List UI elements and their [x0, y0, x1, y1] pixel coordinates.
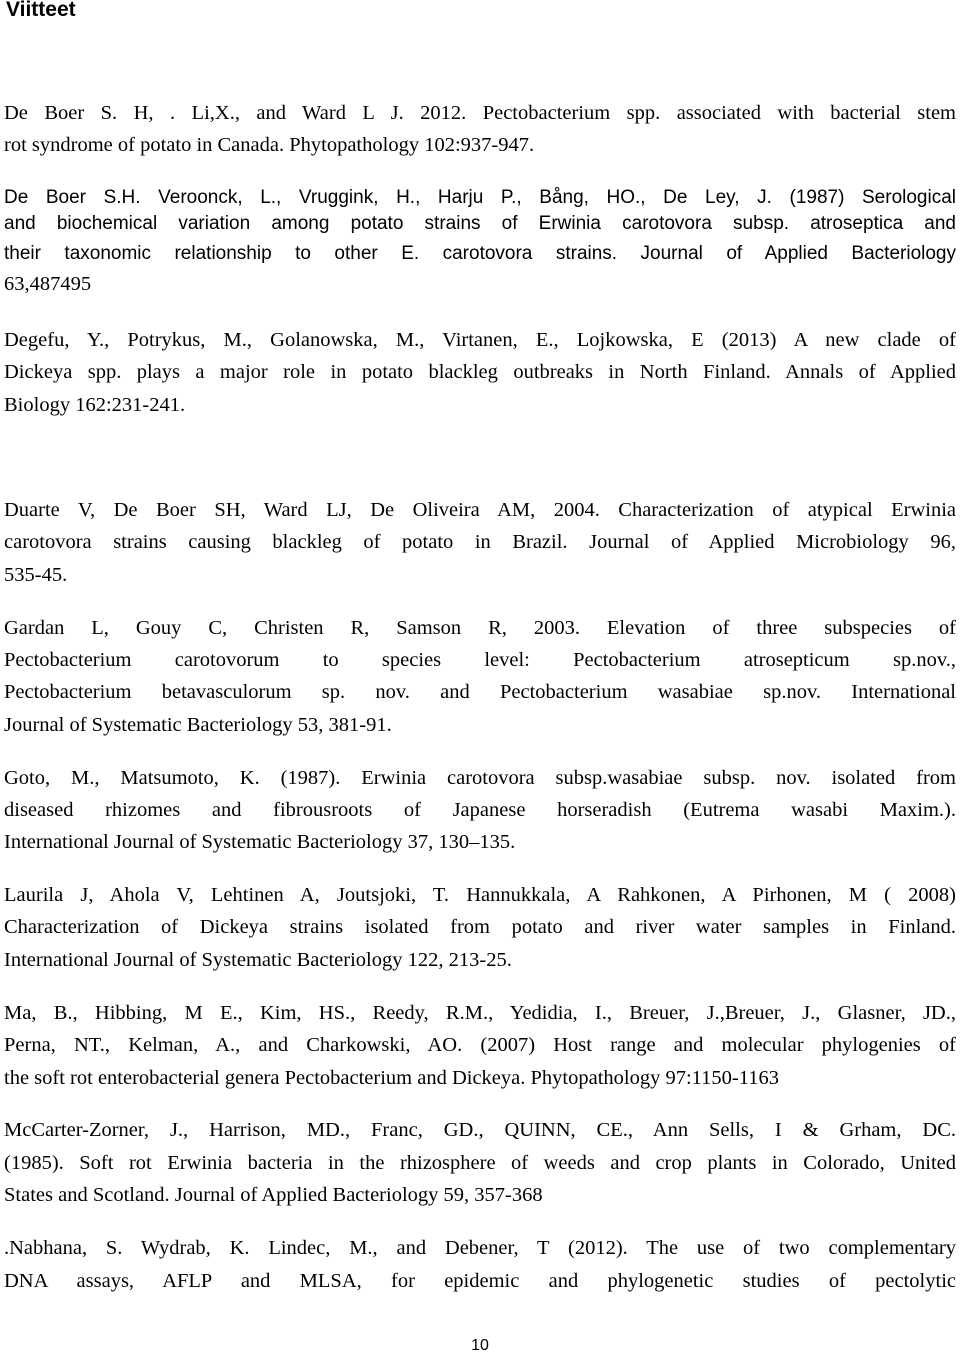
reference-line: the soft rot enterobacterial genera Pectobacterium and Dickeya. Phytopathology 97:1150-1163 [4, 1067, 779, 1089]
reference-line: International Journal of Systematic Bacteriology 122, 213-25. [4, 949, 512, 971]
reference-line: Degefu, Y., Potrykus, M., Golanowska, M., Virtanen, E., Lojkowska, E (2013) A new clade of [4, 329, 956, 351]
reference-line: Ma, B., Hibbing, M E., Kim, HS., Reedy, R.M., Yedidia, I., Breuer, J.,Breuer, J., Glasner, JD., [4, 1002, 956, 1024]
reference-line: and biochemical variation among potato strains of Erwinia carotovora subsp. atroseptica and [4, 213, 956, 234]
reference-line: .Nabhana, S. Wydrab, K. Lindec, M., and Debener, T (2012). The use of two complementary [4, 1237, 956, 1259]
reference-line: States and Scotland. Journal of Applied Bacteriology 59, 357-368 [4, 1184, 543, 1206]
reference-line: Duarte V, De Boer SH, Ward LJ, De Oliveira AM, 2004. Characterization of atypical Erwinia [4, 499, 956, 521]
reference-line: Characterization of Dickeya strains isolated from potato and river water samples in Finland. [4, 916, 956, 938]
reference-line: DNA assays, AFLP and MLSA, for epidemic and phylogenetic studies of pectolytic [4, 1270, 956, 1292]
reference-line: Dickeya spp. plays a major role in potato blackleg outbreaks in North Finland. Annals of Applied [4, 361, 956, 383]
reference-line: rot syndrome of potato in Canada. Phytopathology 102:937-947. [4, 134, 535, 156]
page-heading: Viitteet [6, 0, 76, 21]
reference-line: Pectobacterium betavasculorum sp. nov. and Pectobacterium wasabiae sp.nov. International [4, 681, 956, 703]
reference-line: Biology 162:231-241. [4, 394, 186, 416]
reference-line: Laurila J, Ahola V, Lehtinen A, Joutsjoki, T. Hannukkala, A Rahkonen, A Pirhonen, M ( 2008) [4, 884, 956, 906]
page-number: 10 [471, 1337, 489, 1354]
reference-line: Journal of Systematic Bacteriology 53, 381-91. [4, 714, 392, 736]
reference-line: their taxonomic relationship to other E. carotovora strains. Journal of Applied Bacteriology [4, 243, 956, 264]
reference-line: De Boer S. H, . Li,X., and Ward L J. 2012. Pectobacterium spp. associated with bacterial stem [4, 102, 956, 124]
reference-line: 535-45. [4, 564, 68, 586]
reference-line: Goto, M., Matsumoto, K. (1987). Erwinia carotovora subsp.wasabiae subsp. nov. isolated from [4, 767, 956, 789]
reference-line: International Journal of Systematic Bacteriology 37, 130–135. [4, 831, 516, 853]
reference-line: (1985). Soft rot Erwinia bacteria in the rhizosphere of weeds and crop plants in Colorado, United [4, 1152, 956, 1174]
reference-line: Pectobacterium carotovorum to species level: Pectobacterium atrosepticum sp.nov., [4, 649, 956, 671]
reference-line: carotovora strains causing blackleg of potato in Brazil. Journal of Applied Microbiology 96, [4, 531, 956, 553]
reference-line: De Boer S.H. Veroonck, L., Vruggink, H., Harju P., Bång, HO., De Ley, J. (1987) Serological [4, 187, 956, 208]
reference-line: Perna, NT., Kelman, A., and Charkowski, AO. (2007) Host range and molecular phylogenies of [4, 1034, 956, 1056]
reference-line: 63,487495 [4, 273, 92, 295]
reference-line: Gardan L, Gouy C, Christen R, Samson R, 2003. Elevation of three subspecies of [4, 617, 956, 639]
reference-line: diseased rhizomes and fibrousroots of Japanese horseradish (Eutrema wasabi Maxim.). [4, 799, 956, 821]
reference-line: McCarter-Zorner, J., Harrison, MD., Franc, GD., QUINN, CE., Ann Sells, I & Grham, DC. [4, 1119, 956, 1141]
